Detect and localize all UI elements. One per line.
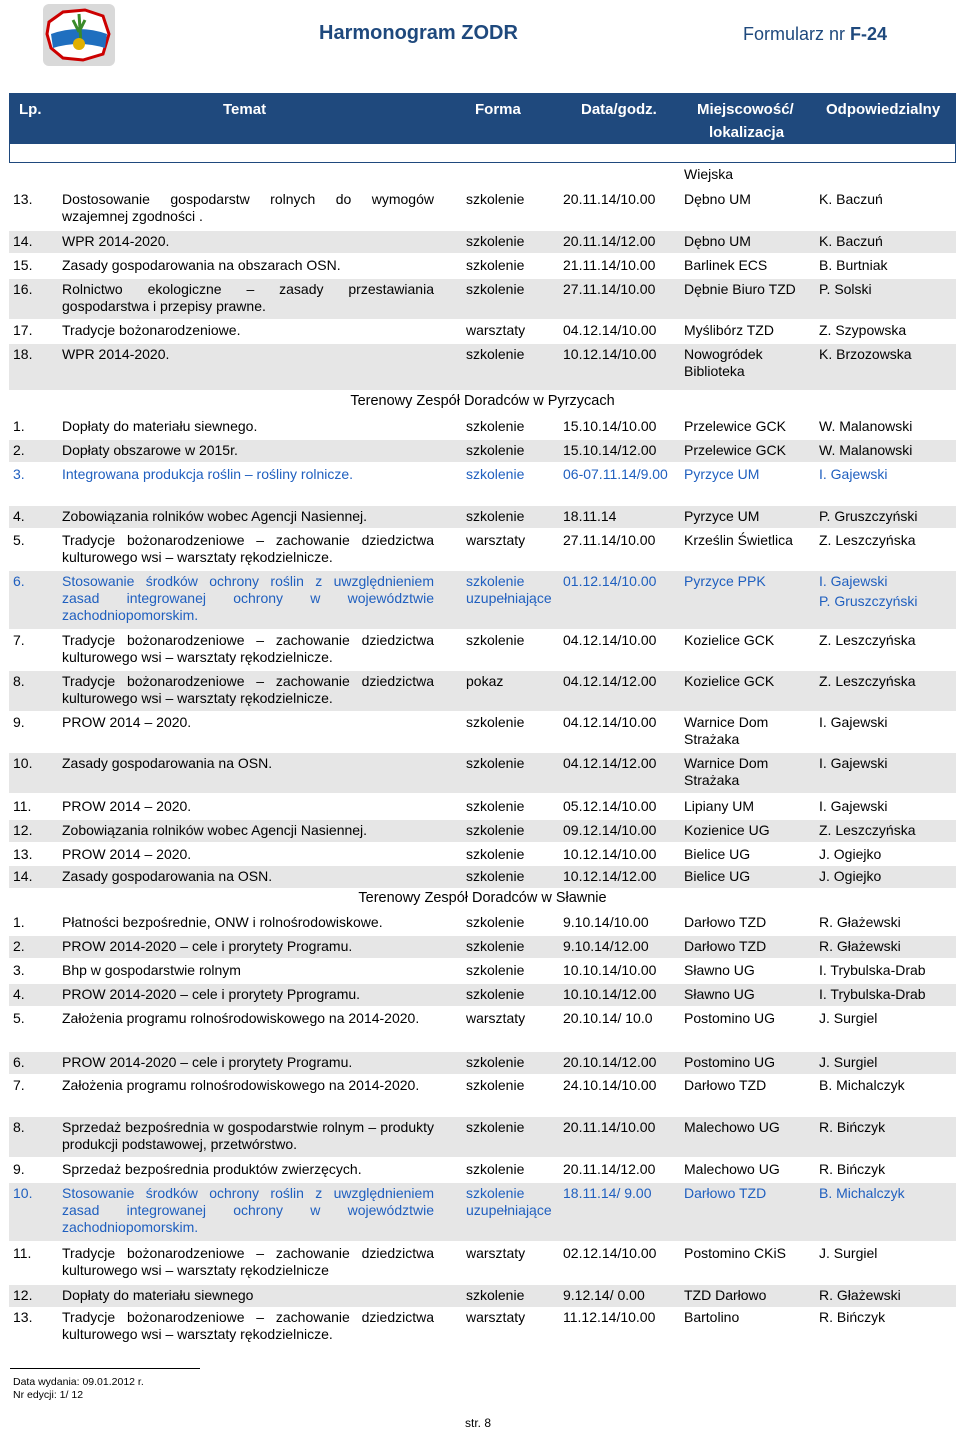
row-number: 17. [13,322,33,338]
row-date: 04.12.14/10.00 [563,632,657,648]
row-topic: WPR 2014-2020. [62,233,170,249]
row-topic: Tradycje bożonarodzeniowe – zachowanie dziedzictwa kulturowego wsi – warsztaty rękodzielnicze. [62,673,434,706]
row-location: Postomino UG [684,1054,776,1070]
row-responsible: I. Gajewski [819,798,888,814]
row-location: Krześlin Świetlica [684,532,793,548]
row-responsible: I. Trybulska-Drab [819,962,926,978]
row-date: 10.10.14/12.00 [563,986,657,1002]
row-topic: Dopłaty do materiału siewnego. [62,418,258,434]
row-location: Bartolino [684,1309,740,1325]
row-form: szkolenie [466,418,525,434]
table-row [9,530,956,570]
col-data: Data/godz. [581,101,657,118]
row-form: szkolenie [466,914,525,930]
row-location: Pyrzyce PPK [684,573,766,589]
row-number: 18. [13,346,33,362]
row-responsible: J. Surgiel [819,1010,878,1026]
row-responsible: J. Surgiel [819,1054,878,1070]
row-number: 7. [13,632,25,648]
row-number: 13. [13,1309,33,1325]
row-number: 2. [13,938,25,954]
row-date: 15.10.14/12.00 [563,442,657,458]
row-topic: Tradycje bożonarodzeniowe – zachowanie dziedzictwa kulturowego wsi – warsztaty rękodzielnicze [62,1245,434,1278]
row-date: 02.12.14/10.00 [563,1245,657,1261]
table-row [9,571,956,629]
row-topic: PROW 2014 – 2020. [62,846,192,862]
table-row [9,1159,956,1181]
row-responsible: R. Głażewski [819,938,901,954]
row-topic: Rolnictwo ekologiczne – zasady przestawiania gospodarstwa i przepisy prawne. [62,281,434,314]
row-location: Malechowo UG [684,1161,780,1177]
row-responsible: I. Gajewski [819,714,888,730]
row-responsible: I. Trybulska-Drab [819,986,926,1002]
table-row [9,231,956,253]
row-date: 21.11.14/10.00 [563,257,656,273]
row-number: 15. [13,257,33,273]
row-date: 04.12.14/10.00 [563,322,657,338]
row-number: 13. [13,846,33,862]
row-location: Darłowo TZD [684,938,767,954]
row-date: 05.12.14/10.00 [563,798,657,814]
row-location: Pyrzyce UM [684,508,760,524]
row-topic: Zasady gospodarowania na OSN. [62,868,273,884]
row-form: szkolenie [466,442,525,458]
table-row [9,1008,956,1050]
table-row [9,464,956,504]
row-responsible: I. Gajewski [819,466,888,482]
row-number: 5. [13,532,25,548]
row-form: szkolenie [466,191,525,207]
footer-rule [10,1368,200,1369]
row-form: szkolenie [466,233,525,249]
row-topic: Założenia programu rolnośrodowiskowego na 2014-2020. [62,1010,420,1026]
row-topic: Założenia programu rolnośrodowiskowego na 2014-2020. [62,1077,420,1093]
row-date: 20.11.14/10.00 [563,1119,656,1135]
row-number: 9. [13,1161,25,1177]
row-number: 9. [13,714,25,730]
table-row [9,440,956,462]
row-date: 15.10.14/10.00 [563,418,657,434]
row-location: Bielice UG [684,868,751,884]
row-location: Barlinek ECS [684,257,768,273]
row-location: Lipiany UM [684,798,755,814]
col-odp: Odpowiedzialny [826,101,941,118]
row-number: 3. [13,962,25,978]
row-number: 10. [13,755,33,771]
table-row [9,1243,956,1283]
col-miejsce-2: lokalizacja [709,124,785,141]
row-date: 20.11.14/12.00 [563,1161,656,1177]
row-number: 13. [13,191,33,207]
row-topic: Stosowanie środków ochrony roślin z uwzględnieniem zasad integrowanej ochrony w województwie zachodniopomorskim. [62,1185,434,1235]
row-form: szkolenie [466,508,525,524]
row-location: Kozielice GCK [684,632,775,648]
row-number: 10. [13,1185,33,1201]
row-number: 16. [13,281,33,297]
row-responsible: J. Surgiel [819,1245,878,1261]
row-form: szkolenie uzupełniające [466,573,552,606]
row-number: 2. [13,442,25,458]
row-form: szkolenie [466,1287,525,1303]
row-form: szkolenie [466,714,525,730]
row-number: 12. [13,822,33,838]
row-responsible: R. Bińczyk [819,1119,886,1135]
row-location: TZD Darłowo [684,1287,767,1303]
row-date: 20.11.14/12.00 [563,233,656,249]
row-location: Pyrzyce UM [684,466,760,482]
row-location: Nowogródek Biblioteka [684,346,763,379]
row-form: szkolenie [466,755,525,771]
table-row [9,506,956,528]
table-row [9,1117,956,1157]
row-responsible: K. Brzozowska [819,346,912,362]
row-topic: Zobowiązania rolników wobec Agencji Nasiennej. [62,822,368,838]
row-date: 18.11.14 [563,508,617,524]
row-form: szkolenie [466,846,525,862]
row-topic: Tradycje bożonarodzeniowe. [62,322,241,338]
row-form: szkolenie [466,1119,525,1135]
col-miejsce: Miejscowość/ [697,101,794,118]
row-responsible: Z. Szypowska [819,322,907,338]
row-responsible: P. Gruszczyński [819,508,918,524]
row-number: 7. [13,1077,25,1093]
row-responsible: P. Solski [819,281,872,297]
row-topic: Integrowana produkcja roślin – rośliny rolnicze. [62,466,354,482]
row-date: 04.12.14/10.00 [563,714,657,730]
table-row [9,255,956,277]
row-responsible: B. Michalczyk [819,1077,905,1093]
row-date: 9.10.14/10.00 [563,914,649,930]
row-date: 10.12.14/10.00 [563,846,657,862]
row-date: 24.10.14/10.00 [563,1077,657,1093]
col-lp: Lp. [19,101,42,118]
table-row [9,960,956,982]
row-date: 06-07.11.14/9.00 [563,466,668,482]
row-location: Kozielice GCK [684,673,775,689]
row-form: szkolenie [466,1054,525,1070]
table-row [9,320,956,342]
table-row [9,671,956,711]
row-form: szkolenie [466,346,525,362]
row-form: szkolenie [466,822,525,838]
row-topic: Sprzedaż bezpośrednia w gospodarstwie rolnym – produkty produkcji podstawowej, przetwórstwo. [62,1119,434,1152]
row-form: warsztaty [466,1309,526,1325]
row-form: warsztaty [466,1245,526,1261]
row-topic: Dopłaty obszarowe w 2015r. [62,442,238,458]
row-location: Sławno UG [684,986,755,1002]
table-row [9,416,956,438]
row-topic: PROW 2014 – 2020. [62,798,192,814]
table-row [9,1075,956,1115]
row-topic: Tradycje bożonarodzeniowe – zachowanie dziedzictwa kulturowego wsi – warsztaty rękodzielnicze. [62,1309,434,1342]
row-date: 27.11.14/10.00 [563,532,656,548]
row-number: 3. [13,466,25,482]
row-form: szkolenie [466,962,525,978]
row-date: 04.12.14/12.00 [563,755,657,771]
form-prefix: Formularz nr [743,24,851,44]
row-location: Warnice Dom Strażaka [684,714,769,747]
row-form: szkolenie [466,466,525,482]
row-location: Myślibórz TZD [684,322,774,338]
table-row [9,820,956,842]
page-title: Harmonogram ZODR [319,22,518,44]
row-form: szkolenie [466,632,525,648]
row-number: 4. [13,508,25,524]
table-row [9,630,956,670]
row-number: 5. [13,1010,25,1026]
row-location: Przelewice GCK [684,442,786,458]
row-number: 4. [13,986,25,1002]
row-number: 14. [13,233,33,249]
row-number: 6. [13,1054,25,1070]
table-row [9,844,956,866]
row-form: szkolenie [466,868,525,884]
row-responsible-2: P. Gruszczyński [819,593,918,609]
col-forma: Forma [475,101,521,118]
table-row [9,1307,956,1347]
row-responsible: B. Burtniak [819,257,888,273]
row-location: Dębno UM [684,233,751,249]
row-responsible: Z. Leszczyńska [819,532,916,548]
row-topic: Sprzedaż bezpośrednia produktów zwierzęcych. [62,1161,362,1177]
row-number: 1. [13,914,25,930]
row-form: szkolenie [466,798,525,814]
row-form: pokaz [466,673,504,689]
row-number: 8. [13,673,25,689]
row-number: 14. [13,868,33,884]
section-title-pyrzyce: Terenowy Zespół Doradców w Pyrzycach [350,393,615,409]
row-form: szkolenie [466,986,525,1002]
edition-number: Nr edycji: 1/ 12 [13,1389,84,1401]
row-responsible: R. Głażewski [819,914,901,930]
table-row [9,936,956,958]
row-location: Darłowo TZD [684,1077,767,1093]
table-row [9,279,956,319]
row-form: warsztaty [466,1010,526,1026]
row-form: warsztaty [466,532,526,548]
row-form: warsztaty [466,322,526,338]
row-date: 9.12.14/ 0.00 [563,1287,645,1303]
header-spacer [9,143,956,163]
form-number [743,24,887,45]
row-form: szkolenie [466,281,525,297]
row-form: szkolenie [466,257,525,273]
row-location: Dębno UM [684,191,751,207]
carry-over-text: Wiejska [684,166,734,182]
row-location: Kozienice UG [684,822,770,838]
table-row [9,984,956,1006]
row-location: Sławno UG [684,962,755,978]
row-topic: WPR 2014-2020. [62,346,170,362]
col-temat: Temat [223,101,267,118]
table-row [9,712,956,752]
row-number: 6. [13,573,25,589]
table-row [9,1183,956,1241]
row-location: Darłowo TZD [684,1185,767,1201]
row-date: 20.10.14/12.00 [563,1054,657,1070]
row-responsible: I. Gajewski [819,573,888,589]
section-title-slawno: Terenowy Zespół Doradców w Sławnie [358,890,607,906]
table-row [9,912,956,934]
row-responsible: R. Bińczyk [819,1161,886,1177]
row-topic: Dopłaty do materiału siewnego [62,1287,254,1303]
row-responsible: J. Ogiejko [819,868,882,884]
row-responsible: Z. Leszczyńska [819,673,916,689]
row-number: 11. [13,1245,32,1261]
row-responsible: Z. Leszczyńska [819,632,916,648]
table-row [9,189,956,229]
row-date: 9.10.14/12.00 [563,938,649,954]
row-responsible: R. Głażewski [819,1287,901,1303]
row-topic: Dostosowanie gospodarstw rolnych do wymogów wzajemnej zgodności . [62,191,434,224]
row-topic: Stosowanie środków ochrony roślin z uwzględnieniem zasad integrowanej ochrony w województwie zachodniopomorskim. [62,573,434,623]
row-number: 8. [13,1119,25,1135]
row-location: Przelewice GCK [684,418,786,434]
row-form: szkolenie [466,1077,525,1093]
form-code: F-24 [850,24,888,44]
row-date: 10.12.14/12.00 [563,868,657,884]
row-location: Postomino UG [684,1010,776,1026]
table-row [9,796,956,818]
zodr-logo [43,4,115,66]
table-row [9,753,956,793]
issue-date: Data wydania: 09.01.2012 r. [13,1376,144,1388]
row-responsible: J. Ogiejko [819,846,882,862]
row-responsible: I. Gajewski [819,755,888,771]
table-row [9,344,956,390]
row-date: 01.12.14/10.00 [563,573,657,589]
row-topic: Bhp w gospodarstwie rolnym [62,962,241,978]
table-row [9,1285,956,1307]
row-responsible: K. Baczuń [819,233,883,249]
row-responsible: R. Bińczyk [819,1309,886,1325]
row-date: 09.12.14/10.00 [563,822,657,838]
row-responsible: Z. Leszczyńska [819,822,916,838]
row-topic: PROW 2014 – 2020. [62,714,192,730]
row-topic: Zasady gospodarowania na OSN. [62,755,273,771]
table-row [9,1052,956,1074]
row-location: Malechowo UG [684,1119,780,1135]
row-form: szkolenie [466,1161,525,1177]
row-location: Bielice UG [684,846,751,862]
row-responsible: K. Baczuń [819,191,883,207]
row-location: Dębnie Biuro TZD [684,281,796,297]
row-date: 20.10.14/ 10.0 [563,1010,653,1026]
row-responsible: B. Michalczyk [819,1185,905,1201]
row-date: 10.10.14/10.00 [563,962,657,978]
row-topic: Zobowiązania rolników wobec Agencji Nasiennej. [62,508,368,524]
row-topic: PROW 2014-2020 – cele i prorytety Programu. [62,938,353,954]
row-topic: Zasady gospodarowania na obszarach OSN. [62,257,341,273]
row-date: 18.11.14/ 9.00 [563,1185,652,1201]
row-number: 12. [13,1287,33,1303]
page-number: str. 8 [465,1416,492,1430]
row-responsible: W. Malanowski [819,418,913,434]
row-number: 1. [13,418,25,434]
row-form: szkolenie uzupełniające [466,1185,552,1218]
row-topic: PROW 2014-2020 – cele i prorytety Pprogramu. [62,986,361,1002]
row-responsible: W. Malanowski [819,442,913,458]
row-location: Postomino CKiS [684,1245,786,1261]
table-row [9,866,956,888]
row-form: szkolenie [466,938,525,954]
row-date: 04.12.14/12.00 [563,673,657,689]
row-topic: Tradycje bożonarodzeniowe – zachowanie dziedzictwa kulturowego wsi – warsztaty rękodzielnicze. [62,632,434,665]
row-date: 11.12.14/10.00 [563,1309,656,1325]
row-topic: Płatności bezpośrednie, ONW i rolnośrodowiskowe. [62,914,383,930]
row-date: 27.11.14/10.00 [563,281,656,297]
row-location: Warnice Dom Strażaka [684,755,769,788]
table-header [9,93,956,163]
row-date: 10.12.14/10.00 [563,346,657,362]
row-date: 20.11.14/10.00 [563,191,656,207]
row-topic: PROW 2014-2020 – cele i prorytety Programu. [62,1054,353,1070]
row-topic: Tradycje bożonarodzeniowe – zachowanie dziedzictwa kulturowego wsi – warsztaty rękodzielnicze. [62,532,434,565]
row-number: 11. [13,798,32,814]
row-location: Darłowo TZD [684,914,767,930]
